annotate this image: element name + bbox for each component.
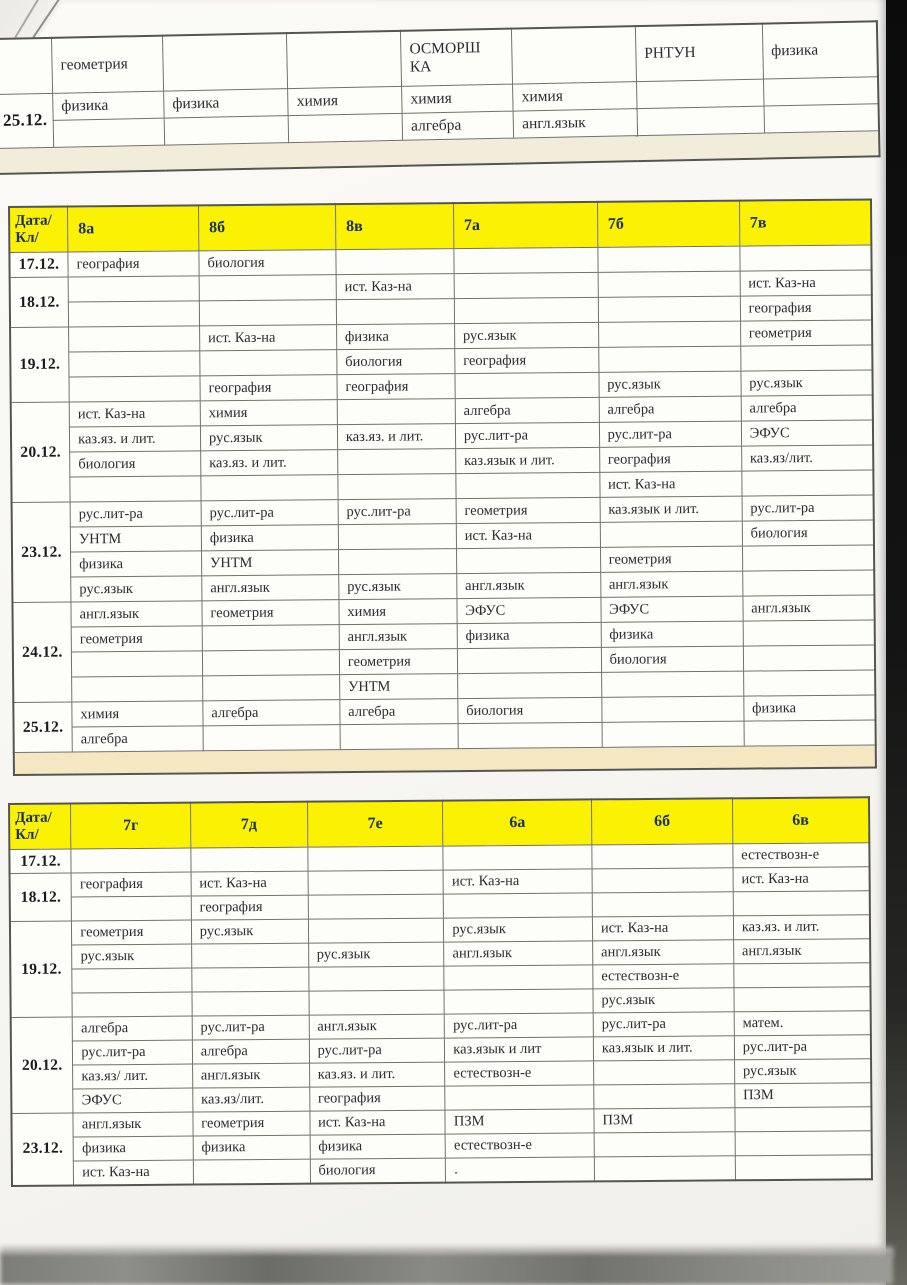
- schedule-table-classes-8a-7v: [8, 198, 877, 775]
- subject-cell: география: [191, 895, 308, 920]
- subject-cell: рус.язык: [200, 425, 337, 451]
- subject-cell: [763, 76, 878, 105]
- subject-cell: каз.яз/лит.: [741, 445, 873, 471]
- subject-cell: каз.яз. и лит.: [733, 915, 870, 940]
- subject-cell: матем.: [734, 1011, 871, 1036]
- subject-cell: алгебра: [741, 395, 873, 421]
- subject-cell: рус.лит-ра: [599, 421, 741, 447]
- subject-cell: [740, 245, 872, 271]
- subject-cell: [458, 722, 602, 748]
- subject-cell: каз.язык и лит.: [593, 1036, 734, 1061]
- subject-cell: [338, 549, 456, 575]
- subject-cell: рус.лит-ра: [73, 1040, 193, 1065]
- subject-cell: [742, 470, 874, 496]
- subject-cell: [72, 896, 192, 921]
- subject-cell: УНТМ: [339, 674, 457, 700]
- subject-cell: физика: [71, 551, 202, 577]
- class-column-header-6а: 6а: [443, 799, 592, 846]
- subject-cell: рус.лит-ра: [742, 495, 874, 521]
- subject-cell: [202, 625, 339, 651]
- subject-cell: [637, 106, 765, 136]
- date-cell: 20.12.: [11, 1017, 74, 1113]
- subject-cell: география: [68, 251, 199, 277]
- subject-cell: география: [599, 446, 741, 472]
- subject-cell: рус.лит-ра: [192, 1015, 309, 1040]
- class-column-header-7е: 7е: [307, 801, 443, 848]
- subject-cell: англ.язык: [600, 571, 742, 597]
- subject-cell: англ.язык: [339, 624, 457, 650]
- subject-cell: география: [455, 347, 599, 373]
- subject-cell: [598, 271, 740, 297]
- date-cell: 25.12.: [13, 702, 72, 753]
- subject-cell: англ.язык: [733, 939, 870, 964]
- date-cell: 19.12.: [10, 327, 69, 403]
- date-cell: 18.12.: [10, 873, 72, 921]
- subject-cell: [457, 672, 601, 698]
- subject-cell: [597, 246, 739, 272]
- date-column-header: Дата/ Кл/: [9, 206, 68, 252]
- subject-cell: [445, 1085, 594, 1110]
- subject-cell: химия: [200, 400, 337, 426]
- subject-cell: [742, 545, 874, 571]
- subject-cell: ист. Каз-на: [733, 867, 870, 892]
- subject-cell: [740, 345, 872, 371]
- subject-cell: [164, 115, 289, 144]
- subject-cell: геометрия: [193, 1111, 310, 1136]
- subject-cell: [71, 651, 202, 677]
- subject-cell: [203, 675, 340, 701]
- subject-cell: химия: [513, 81, 637, 110]
- subject-cell: [735, 1107, 872, 1132]
- subject-cell: [454, 272, 598, 298]
- class-column-header-7д: 7д: [190, 802, 307, 848]
- subject-cell: биология: [310, 1158, 446, 1183]
- subject-cell: [742, 570, 874, 596]
- subject-cell: УНТМ: [70, 526, 201, 552]
- subject-cell: алгебра: [72, 726, 203, 752]
- subject-cell: физика: [601, 621, 743, 647]
- subject-cell: [68, 301, 199, 327]
- subject-cell: [203, 725, 340, 751]
- subject-cell: биология: [601, 646, 743, 672]
- subject-cell: ЭФУС: [457, 597, 601, 623]
- subject-cell: [68, 276, 199, 302]
- subject-cell: биология: [458, 697, 602, 723]
- subject-cell: ист. Каз-на: [443, 869, 592, 894]
- subject-cell: [72, 992, 192, 1017]
- subject-cell: ист. Каз-на: [310, 1110, 446, 1135]
- subject-cell: биология: [742, 520, 874, 546]
- class-column-header-7в: 7в: [739, 199, 871, 246]
- subject-cell: каз.яз. и лит.: [309, 1062, 445, 1087]
- subject-cell: [454, 297, 598, 323]
- subject-cell: физика: [73, 1136, 193, 1161]
- subject-cell: физика: [762, 21, 878, 78]
- subject-cell: [443, 845, 592, 870]
- subject-cell: [336, 299, 454, 325]
- subject-cell: [71, 848, 191, 873]
- subject-cell: [336, 249, 454, 275]
- subject-cell: [592, 892, 733, 917]
- subject-cell: рус.язык: [191, 919, 308, 944]
- subject-cell: .: [446, 1157, 595, 1182]
- subject-cell: рус.лит-ра: [734, 1035, 871, 1060]
- subject-cell: геометрия: [51, 36, 163, 93]
- subject-cell: рус.лит-ра: [593, 1012, 734, 1037]
- subject-cell: ист. Каз-на: [74, 1160, 194, 1185]
- subject-cell: рус.лит-ра: [309, 1038, 445, 1063]
- subject-cell: рус.язык: [339, 574, 457, 600]
- subject-cell: рус.язык: [308, 942, 444, 967]
- class-column-header-7б: 7б: [597, 201, 739, 248]
- subject-cell: рус.язык: [599, 371, 741, 397]
- subject-cell: биология: [70, 451, 201, 477]
- subject-cell: рус.язык: [444, 917, 593, 942]
- subject-cell: алгебра: [73, 1016, 193, 1041]
- subject-cell: геометрия: [202, 600, 339, 626]
- subject-cell: [457, 647, 601, 673]
- subject-cell: [308, 966, 444, 991]
- subject-cell: РНТУН: [635, 24, 763, 82]
- subject-cell: физика: [743, 695, 875, 721]
- subject-cell: [512, 26, 637, 83]
- subject-cell: химия: [402, 84, 514, 113]
- subject-cell: [456, 547, 600, 573]
- subject-cell: рус.лит-ра: [70, 501, 201, 527]
- subject-cell: [309, 990, 445, 1015]
- subject-cell: ист. Каз-на: [336, 274, 454, 300]
- subject-cell: УНТМ: [201, 550, 338, 576]
- subject-cell: англ.язык: [309, 1014, 445, 1039]
- class-column-header-8б: 8б: [198, 204, 335, 251]
- subject-cell: география: [71, 872, 191, 897]
- subject-cell: англ.язык: [457, 572, 601, 598]
- date-cell: 20.12.: [11, 402, 70, 503]
- subject-cell: география: [309, 1086, 445, 1111]
- photo-background-edge: [886, 0, 907, 1285]
- subject-cell: алгебра: [340, 699, 458, 725]
- subject-cell: каз.язык и лит.: [455, 447, 599, 473]
- subject-cell: [743, 645, 875, 671]
- subject-cell: [200, 350, 337, 376]
- subject-cell: физика: [201, 525, 338, 551]
- subject-cell: ист. Каз-на: [199, 325, 336, 351]
- subject-cell: ист. Каз-на: [740, 270, 872, 296]
- subject-cell: рус.лит-ра: [444, 1013, 593, 1038]
- schedule-table-top-partial: [0, 20, 881, 175]
- subject-cell: англ.язык: [743, 595, 875, 621]
- subject-cell: ПЗМ: [594, 1108, 735, 1133]
- subject-cell: [455, 372, 599, 398]
- subject-cell: [733, 891, 870, 916]
- date-cell: 17.12.: [9, 849, 71, 873]
- subject-cell: [338, 474, 456, 500]
- subject-cell: рус.лит-ра: [201, 500, 338, 526]
- subject-cell: [598, 321, 740, 347]
- subject-cell: география: [200, 375, 337, 401]
- subject-cell: англ.язык: [192, 1063, 309, 1088]
- subject-cell: каз.яз. и лит.: [201, 450, 338, 476]
- subject-cell: ист. Каз-на: [599, 471, 741, 497]
- class-column-header-6б: 6б: [591, 798, 732, 845]
- subject-cell: [592, 844, 733, 869]
- class-column-header-8в: 8в: [335, 203, 453, 250]
- subject-cell: естествозн-е: [593, 964, 734, 989]
- subject-cell: ист. Каз-на: [69, 401, 200, 427]
- subject-cell: ист. Каз-на: [592, 916, 733, 941]
- subject-cell: рус.лит-ра: [455, 422, 599, 448]
- subject-cell: ПЗМ: [445, 1109, 594, 1134]
- subject-cell: физика: [310, 1134, 446, 1159]
- subject-cell: рус.язык: [454, 322, 598, 348]
- subject-cell: алгебра: [203, 700, 340, 726]
- subject-cell: [202, 650, 339, 676]
- subject-cell: рус.лит-ра: [338, 499, 456, 525]
- subject-cell: [735, 1131, 872, 1156]
- subject-cell: алгебра: [455, 397, 599, 423]
- subject-cell: естествозн-е: [445, 1061, 594, 1086]
- subject-cell: [337, 399, 455, 425]
- subject-cell: [456, 472, 600, 498]
- subject-cell: ЭФУС: [73, 1088, 193, 1113]
- date-cell: 24.12.: [12, 602, 71, 703]
- subject-cell: [594, 1156, 735, 1181]
- subject-cell: каз.яз. и лит.: [337, 424, 455, 450]
- subject-cell: [593, 1060, 734, 1085]
- subject-cell: география: [740, 295, 872, 321]
- subject-cell: [307, 846, 443, 871]
- subject-cell: [337, 449, 455, 475]
- subject-cell: ЭФУС: [601, 596, 743, 622]
- subject-cell: алгебра: [599, 396, 741, 422]
- subject-cell: рус.язык: [72, 944, 192, 969]
- class-column-header-8а: 8а: [68, 205, 199, 252]
- blurred-next-table-edge: [0, 1253, 893, 1285]
- subject-cell: [743, 670, 875, 696]
- subject-cell: естествозн-е: [733, 843, 870, 868]
- subject-cell: рус.язык: [741, 370, 873, 396]
- date-cell: 17.12.: [9, 252, 68, 278]
- date-cell: 23.12.: [12, 502, 71, 603]
- date-cell: [0, 38, 53, 94]
- subject-cell: [743, 620, 875, 646]
- subject-cell: геометрия: [600, 546, 742, 572]
- subject-cell: каз.язык и лит.: [600, 496, 742, 522]
- subject-cell: [744, 720, 876, 746]
- subject-cell: физика: [193, 1135, 310, 1160]
- subject-cell: англ.язык: [513, 108, 637, 137]
- subject-cell: ист. Каз-на: [191, 871, 308, 896]
- class-column-header-6в: 6в: [732, 797, 869, 844]
- subject-cell: [308, 870, 444, 895]
- subject-cell: [53, 118, 165, 147]
- subject-cell: [69, 351, 200, 377]
- subject-cell: [454, 247, 598, 273]
- subject-cell: [287, 31, 402, 88]
- date-column-header: Дата/ Кл/: [9, 804, 71, 850]
- subject-cell: [308, 894, 444, 919]
- subject-cell: [308, 918, 444, 943]
- subject-cell: [592, 868, 733, 893]
- subject-cell: рус.язык: [734, 1059, 871, 1084]
- subject-cell: биология: [199, 250, 336, 276]
- subject-cell: англ.язык: [73, 1112, 193, 1137]
- subject-cell: [191, 943, 308, 968]
- subject-cell: геометрия: [71, 626, 202, 652]
- subject-cell: биология: [337, 349, 455, 375]
- subject-cell: география: [337, 374, 455, 400]
- class-column-header-7а: 7а: [453, 202, 597, 249]
- subject-cell: [69, 326, 200, 352]
- subject-cell: [598, 296, 740, 322]
- subject-cell: физика: [164, 88, 289, 117]
- subject-cell: каз.язык и лит: [445, 1037, 594, 1062]
- subject-cell: [735, 1155, 872, 1180]
- subject-cell: геометрия: [456, 497, 600, 523]
- subject-cell: ПЗМ: [735, 1083, 872, 1108]
- subject-cell: [192, 991, 309, 1016]
- subject-cell: [602, 721, 744, 747]
- subject-cell: ист. Каз-на: [456, 522, 600, 548]
- date-cell: 25.12.: [0, 93, 54, 148]
- subject-cell: [444, 989, 593, 1014]
- subject-cell: геометрия: [740, 320, 872, 346]
- subject-cell: [444, 965, 593, 990]
- subject-cell: естествозн-е: [445, 1133, 594, 1158]
- subject-cell: [199, 275, 336, 301]
- subject-cell: ОСМОРШ КА: [401, 29, 513, 86]
- subject-cell: [444, 893, 593, 918]
- subject-cell: англ.язык: [593, 940, 734, 965]
- subject-cell: [192, 967, 309, 992]
- subject-cell: [193, 1159, 310, 1184]
- subject-cell: каз.яз. и лит.: [69, 426, 200, 452]
- subject-cell: геометрия: [72, 920, 192, 945]
- date-cell: 19.12.: [10, 921, 73, 1017]
- subject-cell: химия: [339, 599, 457, 625]
- subject-cell: алгебра: [192, 1039, 309, 1064]
- subject-cell: англ.язык: [202, 575, 339, 601]
- schedule-table-classes-7g-6v: [8, 796, 873, 1186]
- class-column-header-7г: 7г: [71, 803, 191, 849]
- subject-cell: [598, 346, 740, 372]
- subject-cell: [600, 521, 742, 547]
- subject-cell: [289, 113, 403, 142]
- subject-cell: рус.язык: [71, 576, 202, 602]
- subject-cell: [636, 79, 764, 109]
- subject-cell: [199, 300, 336, 326]
- subject-cell: ЭФУС: [741, 420, 873, 446]
- subject-cell: [72, 676, 203, 702]
- subject-cell: [191, 847, 308, 872]
- subject-cell: физика: [336, 324, 454, 350]
- subject-cell: [70, 476, 201, 502]
- subject-cell: химия: [288, 86, 402, 115]
- subject-cell: химия: [72, 701, 203, 727]
- subject-cell: [601, 671, 743, 697]
- subject-cell: геометрия: [339, 649, 457, 675]
- subject-cell: [338, 524, 456, 550]
- subject-cell: [594, 1084, 735, 1109]
- subject-cell: [734, 987, 871, 1012]
- subject-cell: алгебра: [402, 111, 514, 140]
- subject-cell: физика: [457, 622, 601, 648]
- subject-cell: каз.яз/ лит.: [73, 1064, 193, 1089]
- subject-cell: англ.язык: [71, 601, 202, 627]
- subject-cell: англ.язык: [444, 941, 593, 966]
- subject-cell: рус.язык: [593, 988, 734, 1013]
- subject-cell: [734, 963, 871, 988]
- subject-cell: [163, 33, 288, 90]
- subject-cell: [201, 475, 338, 501]
- subject-cell: [764, 103, 879, 132]
- date-cell: 23.12.: [11, 1113, 73, 1185]
- subject-cell: [594, 1132, 735, 1157]
- subject-cell: [601, 696, 743, 722]
- subject-cell: [69, 376, 200, 402]
- date-cell: 18.12.: [10, 277, 69, 328]
- subject-cell: каз.яз/лит.: [192, 1087, 309, 1112]
- subject-cell: физика: [53, 91, 165, 120]
- subject-cell: [340, 724, 458, 750]
- subject-cell: [72, 968, 192, 993]
